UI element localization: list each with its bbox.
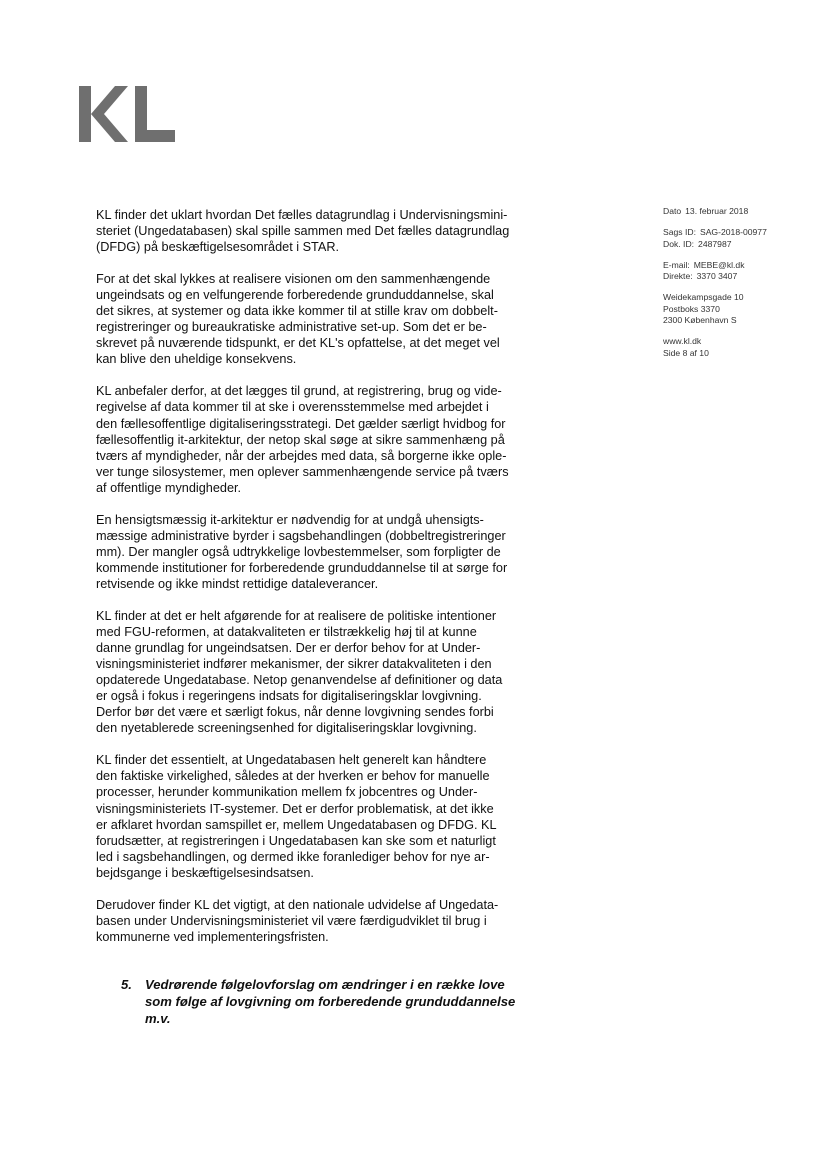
section-title-line: Vedrørende følgelovforslag om ændringer i en række love — [145, 977, 505, 992]
section-title-line: som følge af lovgivning om forberedende grunduddannelse — [145, 994, 516, 1009]
body-paragraph — [96, 752, 558, 880]
body-line: basen under Undervisningsministeriet vil være færdigudviklet til brug i — [96, 913, 487, 928]
body-line: tværs af myndigheder, når der arbejdes med data, så borgerne ikke ople- — [96, 448, 507, 463]
metadata-value: Weidekampsgade 10 — [663, 292, 744, 303]
metadata-label: Sags ID: — [663, 227, 696, 238]
metadata-value: Postboks 3370 — [663, 303, 720, 314]
body-line: kommunerne ved implementeringsfristen. — [96, 929, 329, 944]
body-line: regivelse af data kommer til at ske i overensstemmelse med arbejdet i — [96, 400, 489, 415]
metadata-value: 2487987 — [698, 238, 732, 249]
metadata-value: 13. februar 2018 — [685, 206, 749, 216]
body-line: KL finder at det er helt afgørende for at realisere de politiske intentioner — [96, 608, 497, 623]
body-line: danne grundlag for ungeindsatsen. Der er derfor behov for at Under- — [96, 641, 481, 656]
section-title — [145, 976, 561, 1027]
body-paragraph — [96, 271, 558, 367]
body-line: visningsministeriet indfører mekanismer, der sikrer datakvaliteten i den — [96, 657, 492, 672]
body-paragraph — [96, 608, 558, 736]
body-line: den faktiske virkelighed, således at der hverken er behov for manuelle — [96, 769, 490, 784]
body-line: Derfor bør det være et særligt fokus, når denne lovgivning sendes forbi — [96, 705, 494, 720]
metadata-value: Side 8 af 10 — [663, 347, 709, 358]
metadata-value: 2300 København S — [663, 315, 737, 326]
body-line: KL anbefaler derfor, at det lægges til grund, at registrering, brug og vide- — [96, 384, 502, 399]
body-line: fællesoffentlig it-arkitektur, der netop skal søge at sikre sammenhæng på — [96, 432, 505, 447]
body-line: registreringer og bureaukratiske administrative set-up. Som det er be- — [96, 320, 487, 335]
metadata-group — [663, 260, 823, 283]
metadata-label: E-mail: — [663, 259, 690, 270]
metadata-value: MEBE@kl.dk — [693, 259, 745, 270]
body-line: kommende institutioner for forberedende grunduddannelse til at sørge for — [96, 560, 508, 575]
body-line: ungeindsats og en velfungerende forberedende grunduddannelse, skal — [96, 288, 494, 303]
metadata-group — [663, 227, 823, 250]
metadata-line — [663, 239, 823, 250]
body-line: af offentlige myndigheder. — [96, 480, 242, 495]
body-line: forudsætter, at registreringen i Ungedatabasen kan ske som et naturligt — [96, 833, 496, 848]
metadata-label: Direkte: — [663, 271, 693, 282]
metadata-line — [663, 227, 823, 238]
metadata-value: SAG-2018-00977 — [699, 227, 767, 238]
body-line: opdaterede Ungedatabase. Netop genanvendelse af definitioner og data — [96, 673, 503, 688]
body-line: er også i fokus i regeringens indsats for digitaliseringsklar lovgivning. — [96, 689, 482, 704]
metadata-line — [663, 336, 823, 347]
body-line: KL finder det uklart hvordan Det fælles datagrundlag i Undervisningsmini- — [96, 208, 508, 222]
kl-logo — [79, 86, 175, 142]
section-title-line: m.v. — [145, 1011, 171, 1026]
metadata-group — [663, 206, 823, 217]
metadata-value: 3370 3407 — [696, 271, 738, 282]
body-line: med FGU-reformen, at datakvaliteten er tilstrækkelig høj til at kunne — [96, 625, 477, 640]
body-line: En hensigtsmæssig it-arkitektur er nødvendig for at undgå uhensigts- — [96, 512, 484, 527]
body-line: kan blive den uheldige konsekvens. — [96, 352, 297, 367]
body-line: KL finder det essentielt, at Ungedatabasen helt generelt kan håndtere — [96, 753, 487, 768]
body-line: mæssige administrative byrder i sagsbehandlingen (dobbeltregistreringer — [96, 528, 506, 543]
body-line: ver tunge silosystemer, men oplever sammenhængende service på tværs — [96, 464, 509, 479]
metadata-line — [663, 206, 823, 217]
body-paragraph — [96, 897, 558, 945]
metadata-group — [663, 292, 823, 326]
metadata-line — [663, 292, 823, 303]
metadata-label: Dok. ID: — [663, 238, 695, 249]
body-line: er afklaret hvordan samspillet er, mellem Ungedatabasen og DFDG. KL — [96, 817, 497, 832]
body-line: steriet (Ungedatabasen) skal spille sammen med Det fælles datagrundlag — [96, 224, 510, 239]
body-paragraph — [96, 512, 558, 592]
metadata-line — [663, 348, 823, 359]
body-line: For at det skal lykkes at realisere visionen om den sammenhængende — [96, 272, 491, 287]
body-line: bejdsgange i beskæftigelsesindsatsen. — [96, 865, 314, 880]
body-line: processer, herunder kommunikation mellem fx jobcentres og Under- — [96, 785, 478, 800]
section-number: 5. — [121, 977, 132, 992]
metadata-value: www.kl.dk — [663, 336, 702, 347]
body-line: visningsministeriets IT-systemer. Det er derfor problematisk, at det ikke — [96, 801, 494, 816]
body-line: (DFDG) på beskæftigelsesområdet i STAR. — [96, 240, 340, 255]
metadata-group — [663, 336, 823, 359]
body-line: Derudover finder KL det vigtigt, at den nationale udvidelse af Ungedata- — [96, 897, 499, 912]
metadata-line — [663, 271, 823, 282]
body-line: den nyetablerede screeningsenhed for digitaliseringsklar lovgivning. — [96, 721, 477, 736]
body-line: den fællesoffentlige digitaliseringsstrategi. Det gælder særligt hvidbog for — [96, 416, 506, 431]
metadata-label: Dato — [663, 206, 682, 216]
body-line: det sikres, at systemer og data ikke kommer til at stille krav om dobbelt- — [96, 304, 498, 319]
metadata-line — [663, 304, 823, 315]
metadata-line — [663, 260, 823, 271]
body-line: retvisende og ikke mindst rettidige dataleverancer. — [96, 576, 379, 591]
body-paragraph — [96, 383, 558, 495]
letter-body — [96, 207, 558, 961]
body-line: skrevet på nuværende tidspunkt, er det KL's opfattelse, at det meget vel — [96, 336, 500, 351]
letter-metadata-sidebar — [663, 206, 823, 369]
metadata-line — [663, 315, 823, 326]
section-heading — [121, 976, 561, 1027]
body-line: mm). Der mangler også udtrykkelige lovbestemmelser, som forpligter de — [96, 544, 501, 559]
body-paragraph — [96, 207, 558, 255]
body-line: led i sagsbehandlingen, og dermed ikke foranlediger behov for nye ar- — [96, 849, 490, 864]
